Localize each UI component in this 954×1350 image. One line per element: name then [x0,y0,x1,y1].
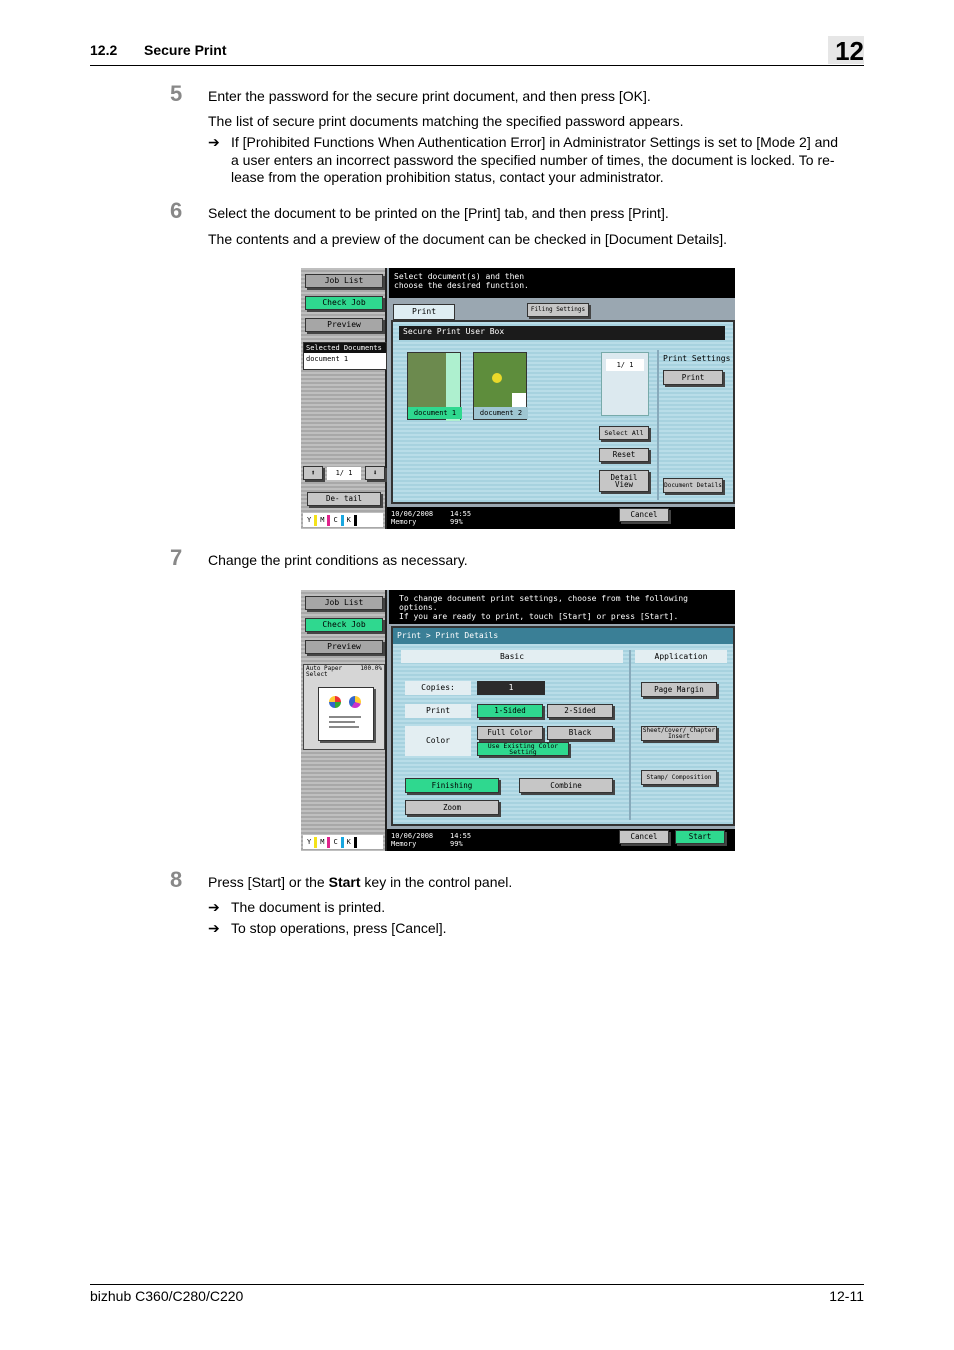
pie-graphic [329,696,341,708]
box-title: Secure Print User Box [399,326,725,340]
document-1-label: document 1 [408,407,462,419]
document-1-thumbnail[interactable] [407,352,461,420]
step-7-text: Change the print conditions as necessary. [208,552,468,568]
toner-indicator [303,513,383,527]
document-details-button[interactable]: Document Details [663,478,723,493]
preview-button[interactable]: Preview [305,318,383,332]
print-button[interactable]: Print [663,370,723,385]
zoom-button[interactable]: Zoom [405,800,499,815]
toner-m-bar [327,515,330,526]
use-existing-color-button[interactable]: Use Existing Color Setting [477,742,569,756]
preview-button[interactable]: Preview [305,640,383,654]
toner-k-bar [354,515,357,526]
message-line: Select document(s) and then [394,272,525,281]
memory-label: Memory [391,840,417,848]
toner-m-label: M [320,516,325,524]
toner-m-label: M [320,838,325,846]
document-2-label: document 2 [474,407,528,419]
document-page-box [601,352,649,416]
tab-filing-settings[interactable]: Filing Settings [527,303,589,317]
stamp-composition-button[interactable]: Stamp/ Composition [641,770,717,785]
user-box-panel [391,320,735,504]
date: 10/06/2008 [391,832,434,840]
tab-print[interactable]: Print [393,304,455,320]
paper-label: Auto Paper Select [306,665,343,678]
full-color-button[interactable]: Full Color [477,726,543,740]
document-2-thumbnail[interactable] [473,352,527,420]
page-number: 12-11 [829,1288,864,1304]
toner-c-label: C [333,838,338,846]
toner-y-label: Y [307,516,312,524]
selected-document-item[interactable]: document 1 [306,355,349,363]
step-8-note [208,899,864,917]
select-all-button[interactable]: Select All [599,426,649,440]
toner-k-label: K [346,516,351,524]
time: 14:55 [450,832,472,840]
chapter-number: 12 [828,36,864,64]
print-label: Print [405,704,471,718]
print-settings-label: Print Settings [663,354,731,363]
message-line: options. [399,603,438,612]
step-5-detail: The list of secure print documents matching the specified password appears. [208,113,684,129]
pie-graphic [349,696,361,708]
zoom-value: 100.0% [360,665,382,672]
left-panel [301,268,387,529]
toner-c-bar [341,515,344,526]
note-line: The document is printed. [231,899,386,915]
finishing-button[interactable]: Finishing [405,778,499,793]
toner-c-label: C [333,516,338,524]
text-line [329,721,355,723]
sheet-cover-chapter-insert-button[interactable]: Sheet/Cover/ Chapter Insert [642,726,716,740]
copies-label: Copies: [405,681,471,695]
one-sided-button[interactable]: 1-Sided [477,704,543,718]
toner-y-bar [314,837,317,848]
detail-view-button[interactable]: Detail View [599,470,649,492]
page-counter: 1/ 1 [327,467,361,480]
selected-documents-label: Selected Documents [304,343,386,353]
note-line: a user enters an incorrect password the specified number of times, the document is locked. To re- [231,151,835,168]
job-list-button[interactable]: Job List [305,274,383,288]
time: 14:55 [450,510,472,518]
toner-c-bar [341,837,344,848]
instruction-message [389,590,735,624]
selected-documents-list [303,342,387,370]
black-button[interactable]: Black [547,726,613,740]
text-line [329,726,359,728]
reset-button[interactable]: Reset [599,448,649,462]
product-name: bizhub C360/C280/C220 [90,1288,244,1304]
cancel-button[interactable]: Cancel [619,830,669,844]
page-margin-button[interactable]: Page Margin [641,682,717,697]
breadcrumb: Print > Print Details [393,628,733,644]
page-header [90,36,864,66]
step-number-5: 5 [170,81,183,106]
print-details-panel [391,626,735,826]
step-6-detail: The contents and a preview of the document can be checked in [Document Details]. [208,231,728,247]
two-sided-button[interactable]: 2-Sided [547,704,613,718]
divider [629,650,631,820]
arrow-icon: ➔ [208,899,220,915]
scroll-down-button[interactable] [365,466,385,480]
step-6-text: Select the document to be printed on the [Print] tab, and then press [Print]. [208,205,669,221]
document-page-counter: 1/ 1 [606,359,644,371]
start-key-label: Start [328,874,361,890]
message-line: If you are ready to print, touch [Start] or press [Start]. [399,612,679,621]
arrow-icon: ➔ [208,134,220,150]
instruction-message [389,268,735,298]
preview-panel [303,664,385,750]
divider [657,350,659,500]
step-8-text-after: key in the control panel. [360,874,513,890]
step-8-text [208,874,512,892]
step-number-8: 8 [170,867,183,892]
step-8-text-before: Press [Start] or the [208,874,329,890]
step-5-text: Enter the password for the secure print document, and then press [OK]. [208,88,651,104]
note-line: If [Prohibited Functions When Authentication Error] in Administrator Settings is set to [Mode 2] and [231,134,838,150]
section-heading [90,42,226,58]
text-line [329,716,361,718]
start-button[interactable]: Start [675,830,725,844]
combine-button[interactable]: Combine [519,778,613,793]
step-number-7: 7 [170,545,183,570]
toner-y-bar [314,515,317,526]
note-line: To stop operations, press [Cancel]. [231,920,447,936]
status-bar [387,507,735,529]
toner-indicator [303,835,383,849]
step-number-6: 6 [170,198,183,223]
message-line: choose the desired function. [394,281,529,290]
toner-k-label: K [346,838,351,846]
paper-info [304,665,384,679]
step-5-note [208,134,864,187]
toner-k-bar [354,837,357,848]
copies-field[interactable]: 1 [477,681,545,695]
job-list-button[interactable]: Job List [305,596,383,610]
arrow-icon: ➔ [208,920,220,936]
check-job-button[interactable]: Check Job [305,296,383,310]
toner-y-label: Y [307,838,312,846]
memory-value: 99% [450,840,463,848]
note-line: lease from the operation prohibition status, contact your administrator. [231,169,664,185]
scroll-up-button[interactable] [303,466,323,480]
basic-header: Basic [401,650,623,663]
secure-print-screen [301,268,735,529]
section-number: 12.2 [90,42,118,58]
cancel-button[interactable]: Cancel [619,508,669,522]
flower-icon [492,373,502,383]
section-title: Secure Print [144,42,227,58]
date: 10/06/2008 [391,510,434,518]
message-line: To change document print settings, choose from the following [399,594,688,603]
page-preview [318,687,374,741]
application-header: Application [635,650,727,663]
color-label: Color [405,726,471,756]
step-8-note [208,920,864,938]
memory-value: 99% [450,518,463,526]
left-panel [301,590,387,851]
page-footer [90,1284,864,1304]
print-details-screen [301,590,735,851]
detail-button[interactable]: De- tail [307,492,381,506]
down-arrow-icon: ⬇ [372,468,378,478]
up-arrow-icon: ⬆ [310,468,316,478]
toner-m-bar [327,837,330,848]
check-job-button[interactable]: Check Job [305,618,383,632]
memory-label: Memory [391,518,417,526]
